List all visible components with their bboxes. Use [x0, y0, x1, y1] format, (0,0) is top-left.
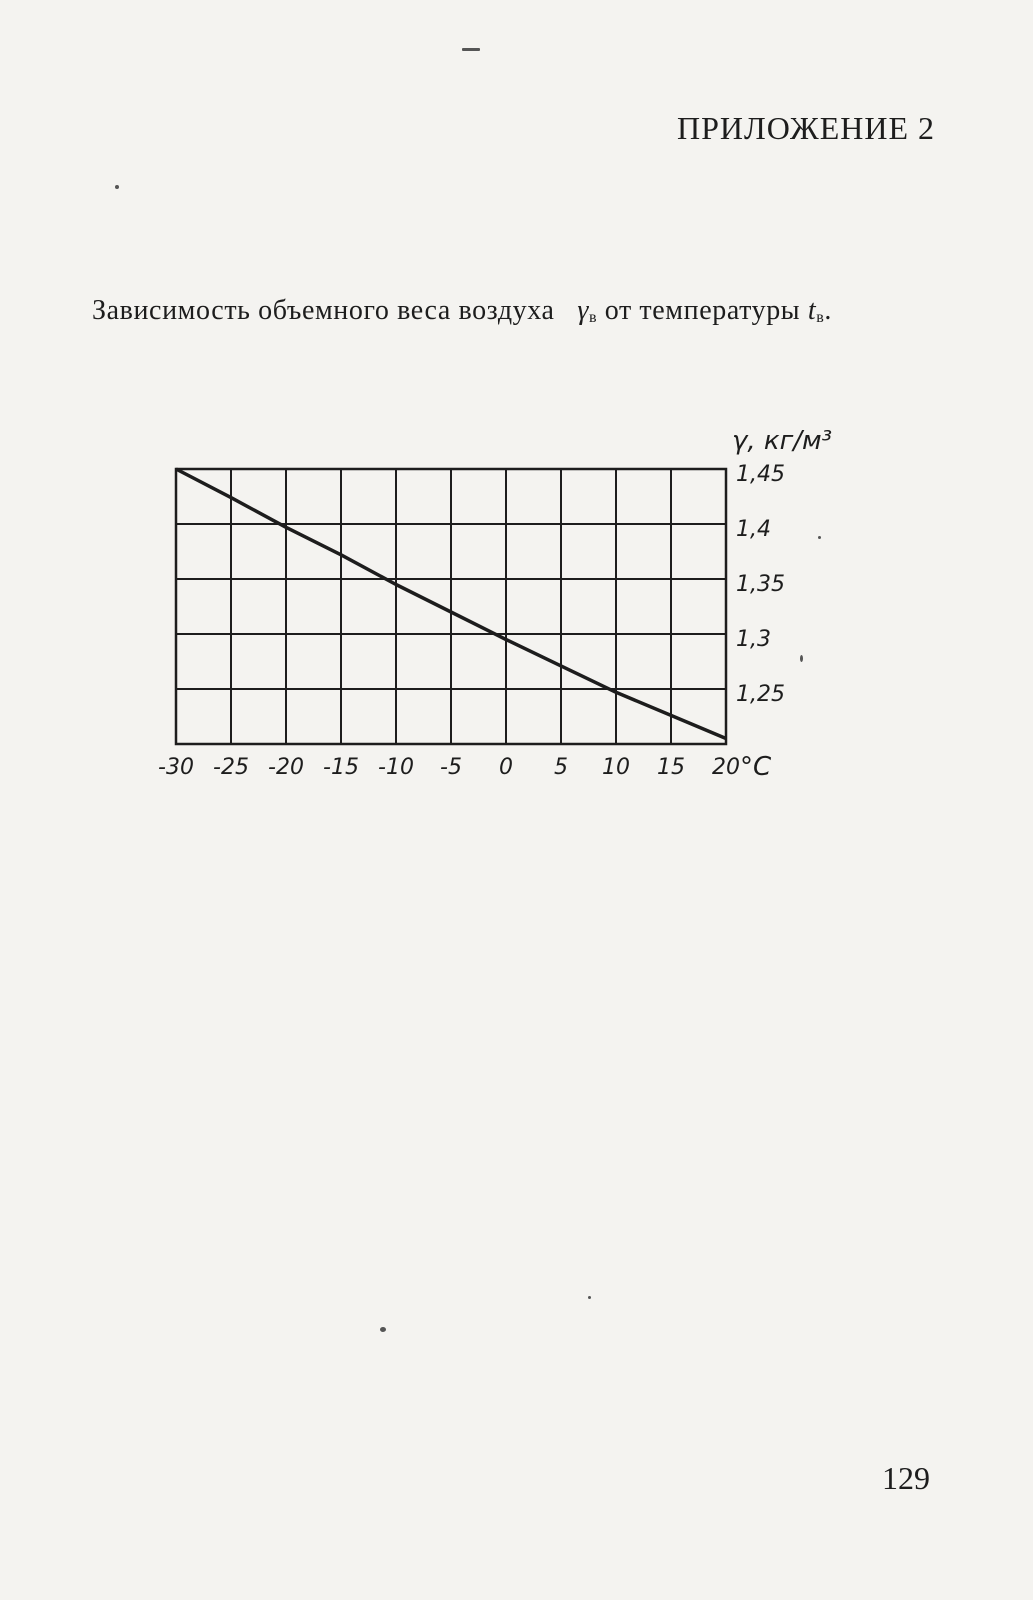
gamma-symbol: γ	[577, 295, 589, 326]
caption-text-start: Зависимость объемного веса воздуха	[92, 295, 555, 326]
page-number: 129	[882, 1460, 930, 1496]
appendix-heading: ПРИЛОЖЕНИЕ 2	[676, 110, 935, 146]
x-axis-unit: °С	[740, 752, 772, 782]
x-tick-label: 15	[657, 755, 685, 780]
y-tick-label: 1,35	[736, 572, 785, 597]
x-tick-label: 0	[499, 755, 513, 780]
x-tick-label: 20	[712, 755, 740, 780]
x-tick-labels	[158, 755, 740, 780]
x-tick-label: -15	[323, 755, 359, 780]
x-tick-label: -5	[440, 755, 462, 780]
print-speck	[115, 185, 119, 189]
print-speck	[818, 536, 821, 539]
y-tick-label: 1,4	[736, 517, 771, 542]
caption-text-middle: от температуры	[604, 295, 801, 326]
y-tick-label: 1,45	[736, 462, 785, 487]
print-speck	[462, 48, 480, 51]
x-tick-label: -30	[158, 755, 194, 780]
t-symbol: t	[807, 295, 817, 326]
x-tick-label: 5	[554, 755, 568, 780]
x-tick-label: -20	[268, 755, 304, 780]
y-tick-label: 1,25	[736, 682, 785, 707]
y-tick-label: 1,3	[736, 627, 771, 652]
y-tick-labels	[736, 462, 785, 707]
caption-period: .	[824, 295, 832, 326]
x-tick-label: 10	[602, 755, 630, 780]
gamma-subscript: в	[589, 309, 598, 326]
print-speck	[588, 1296, 591, 1299]
x-tick-label: -10	[378, 755, 414, 780]
print-speck	[800, 655, 803, 662]
x-tick-label: -25	[213, 755, 249, 780]
t-subscript: в	[816, 309, 825, 326]
print-speck	[380, 1327, 386, 1332]
y-axis-unit: γ, кг/м³	[732, 426, 833, 456]
